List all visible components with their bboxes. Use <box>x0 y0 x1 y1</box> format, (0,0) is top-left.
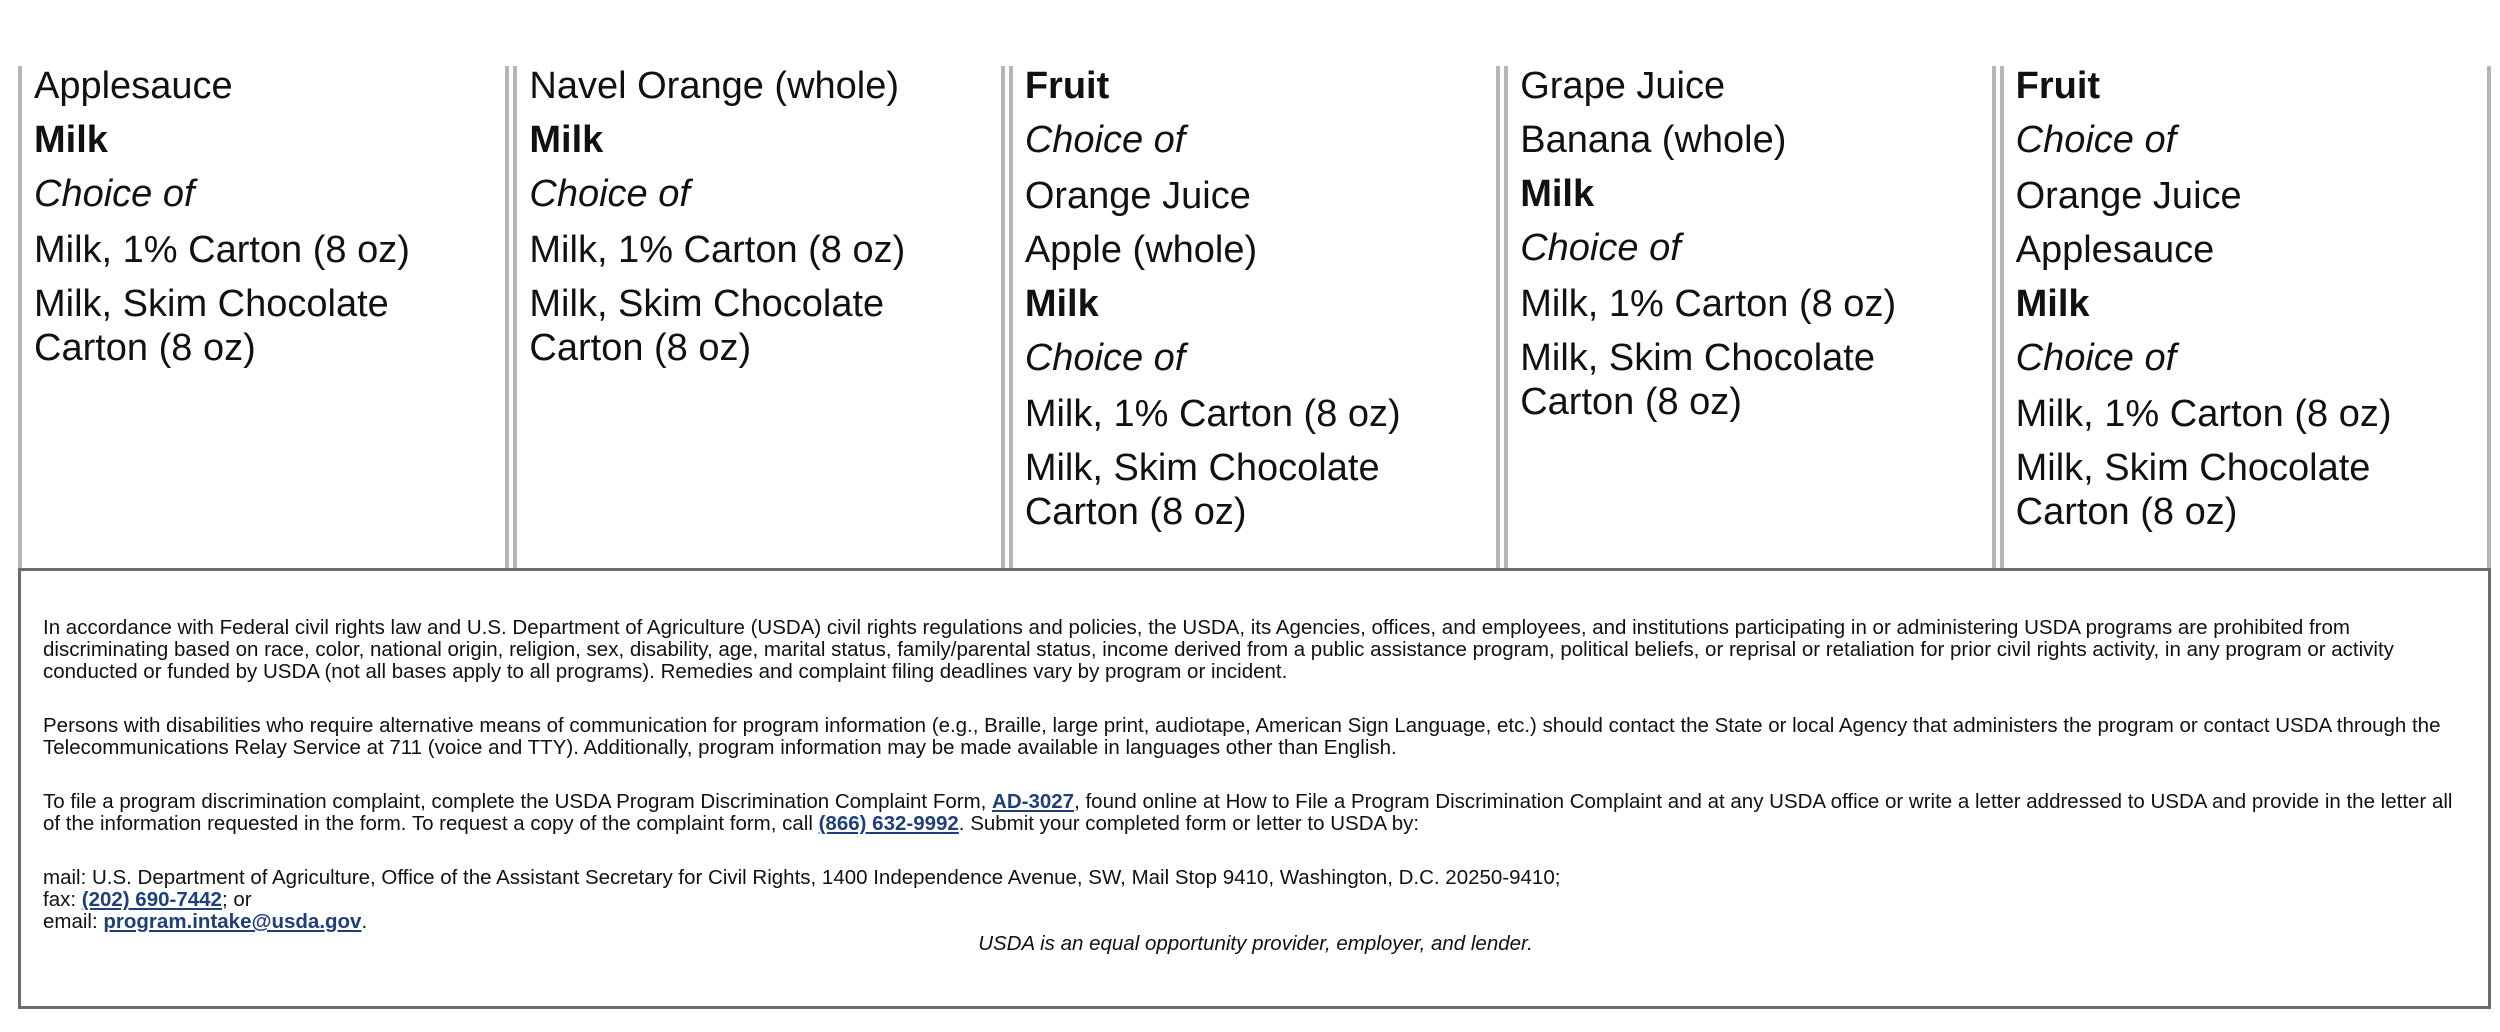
menu-item: Applesauce <box>2015 229 2215 271</box>
civil-rights-paragraph: In accordance with Federal civil rights law and U.S. Department of Agriculture (USDA) civil rights regulations and policies, the USDA, its Agencies, offices, and employees, and institutions participating in or administering USDA programs are prohibited from discriminating based on race, color, national origin, religion, sex, disability, age, marital status, family/parental status, income derived from a public assistance program, political beliefs, or reprisal or retaliation for prior civil rights activity, in any program or activity conducted or funded by USDA (not all bases apply to all programs). Remedies and complaint filing deadlines vary by program or incident. <box>43 616 2394 683</box>
menu-section-heading: Milk <box>34 119 108 161</box>
menu-item: Milk, Skim Chocolate Carton (8 oz) <box>529 283 885 369</box>
menu-section-heading: Milk <box>529 119 604 161</box>
menu-item: Navel Orange (whole) <box>529 65 900 107</box>
nondiscrimination-statement <box>18 568 2491 1009</box>
menu-item: Milk, 1% Carton (8 oz) <box>34 229 410 271</box>
menu-item: Applesauce <box>34 65 233 107</box>
menu-item: Milk, Skim Chocolate Carton (8 oz) <box>2015 447 2371 533</box>
menu-column-content <box>529 64 1000 370</box>
menu-choice-label: Choice of <box>529 173 690 215</box>
email-link[interactable]: program.intake@usda.gov <box>103 910 362 933</box>
menu-section-heading: Milk <box>1520 173 1595 215</box>
menu-section-heading: Fruit <box>2015 65 2101 107</box>
menu-item: Apple (whole) <box>1024 229 1258 271</box>
contact-info <box>43 867 2468 933</box>
menu-item: Grape Juice <box>1520 65 1726 107</box>
menu-table <box>18 66 2491 570</box>
menu-item: Banana (whole) <box>1520 119 1787 161</box>
mail-line: mail: U.S. Department of Agriculture, Office of the Assistant Secretary for Civil Rights, 1400 Independence Avenue, SW, Mail Stop 9410, Washington, D.C. 20250-9410; <box>43 866 1561 889</box>
menu-column-3 <box>1009 66 1500 570</box>
menu-item: Orange Juice <box>2015 175 2242 217</box>
menu-column-4 <box>1504 66 1995 570</box>
menu-column-content <box>34 64 505 370</box>
disabilities-paragraph: Persons with disabilities who require alternative means of communication for program information (e.g., Braille, large print, audiotape, American Sign Language, etc.) should contact the State or local Agency that administers the program or contact USDA through the Telecommunications Relay Service at 711 (voice and TTY). Additionally, program information may be made available in languages other than English. <box>43 714 2441 759</box>
complaint-text-middle: , found online at How to File a Program Discrimination Complaint and at any USDA office or write a letter addressed to USDA and provide in the letter all of the information requested in the form. To request a copy of the complaint form, call <box>43 790 2453 835</box>
complaint-form-link[interactable]: AD-3027 <box>992 790 1075 813</box>
menu-item: Milk, Skim Chocolate Carton (8 oz) <box>1520 337 1875 423</box>
menu-column-5 <box>2000 66 2491 570</box>
email-prefix: email: <box>43 910 104 933</box>
menu-choice-label: Choice of <box>1024 119 1186 161</box>
menu-item: Orange Juice <box>1024 175 1251 217</box>
menu-section-heading: Milk <box>2015 283 2090 325</box>
menu-column-2 <box>513 66 1004 570</box>
fax-prefix: fax: <box>43 888 82 911</box>
menu-column-content <box>2016 64 2487 534</box>
menu-item: Milk, Skim Chocolate Carton (8 oz) <box>1024 447 1380 533</box>
equal-opportunity-statement: USDA is an equal opportunity provider, employer, and lender. <box>978 932 1533 955</box>
menu-column-content <box>1025 64 1496 534</box>
menu-item: Milk, 1% Carton (8 oz) <box>2015 393 2392 435</box>
complaint-text-start: To file a program discrimination complaint, complete the USDA Program Discrimination Complaint Form, <box>43 790 993 813</box>
menu-choice-label: Choice of <box>1520 227 1681 269</box>
menu-choice-label: Choice of <box>2015 119 2177 161</box>
menu-choice-label: Choice of <box>2015 337 2177 379</box>
menu-section-heading: Fruit <box>1024 65 1110 107</box>
menu-item: Milk, 1% Carton (8 oz) <box>529 229 906 271</box>
menu-item: Milk, Skim Chocolate Carton (8 oz) <box>34 283 389 369</box>
fax-suffix: ; or <box>221 888 252 911</box>
complaint-text-end: . Submit your completed form or letter to USDA by: <box>958 812 1420 835</box>
complaint-phone-link[interactable]: (866) 632-9992 <box>818 812 959 835</box>
menu-choice-label: Choice of <box>34 173 195 215</box>
email-suffix: . <box>361 910 368 933</box>
complaint-paragraph <box>43 791 2468 835</box>
menu-item: Milk, 1% Carton (8 oz) <box>1520 283 1897 325</box>
menu-column-content <box>1520 64 1991 424</box>
menu-section-heading: Milk <box>1024 283 1099 325</box>
menu-column-1 <box>18 66 509 570</box>
fax-link[interactable]: (202) 690-7442 <box>81 888 222 911</box>
menu-choice-label: Choice of <box>1024 337 1186 379</box>
menu-item: Milk, 1% Carton (8 oz) <box>1024 393 1401 435</box>
